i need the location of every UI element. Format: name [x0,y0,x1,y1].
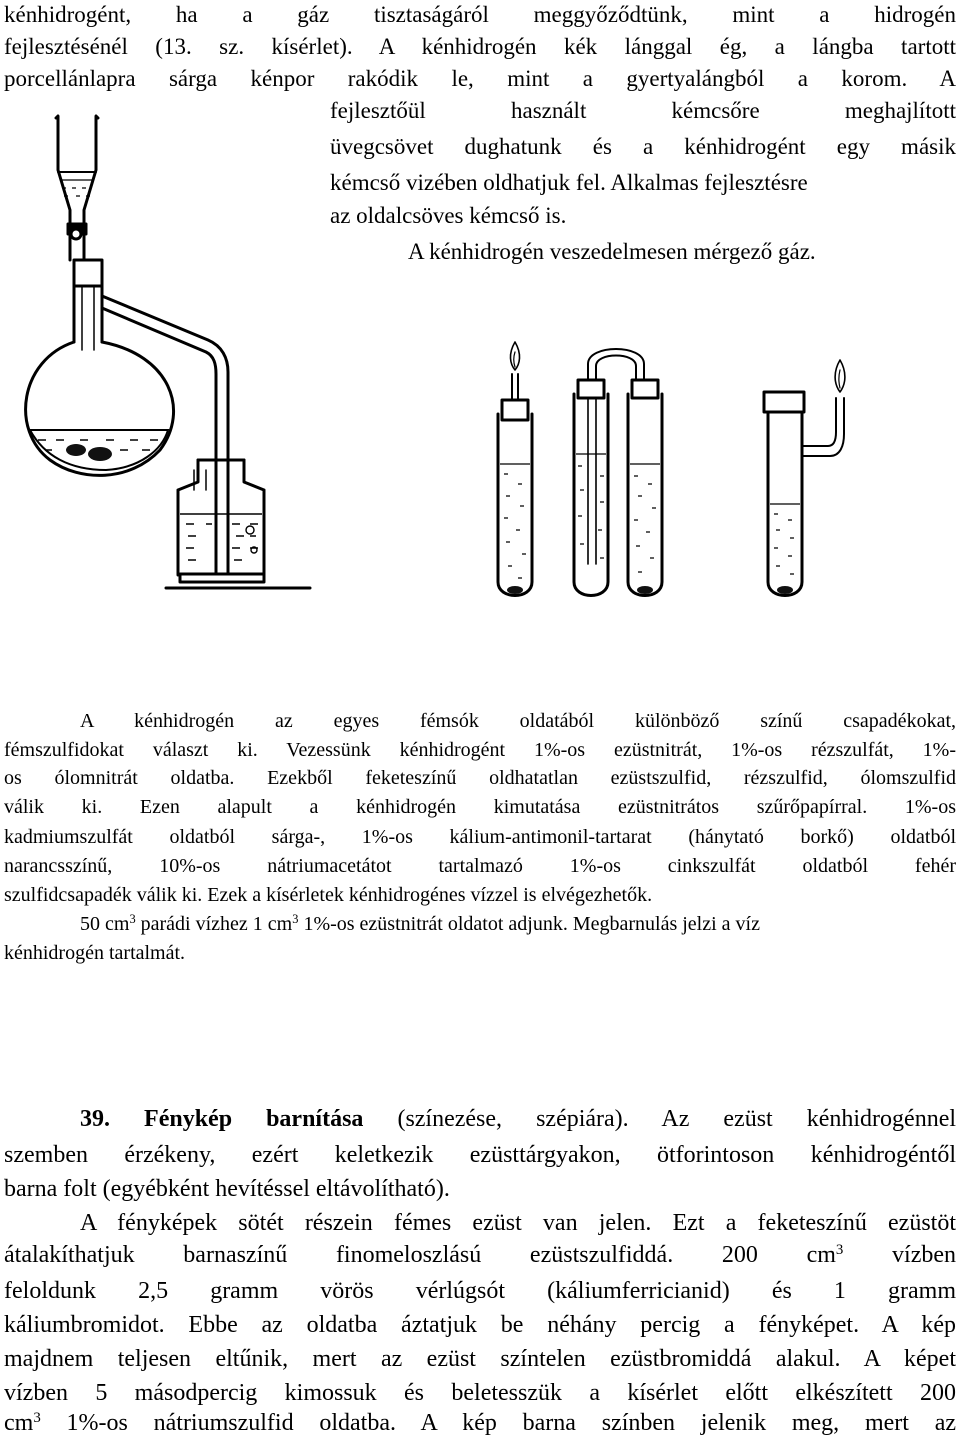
section-subtitle: (színezése, szépiára). [363,1106,629,1132]
text-line: fémszulfidokat választ ki. Vezessünk kénhidrogént 1%-os ezüstnitrát, 1%-os rézszulfát, 1%- [4,739,956,761]
text-line: fejlesztőül használt kémcsőre meghajlított [330,98,956,123]
text-line: káliumbromidot. Ebbe az oldatba áztatjuk be néhány percig a fényképet. A kép [4,1312,956,1338]
section-heading-line [80,1102,956,1136]
text-line: narancsszínű, 10%-os nátriumacetátot tartalmazó 1%-os cinkszulfát oldatból fehér [4,855,956,877]
text-fragment: 1%-os ezüstnitrát oldatot adjunk. Megbarnulás jelzi a víz [298,913,760,935]
text-line: A kénhidrogén veszedelmesen mérgező gáz. [408,239,816,264]
text-line: porcellánlapra sárga kénpor rakódik le, mint a gyertyalángból a korom. A [4,66,956,91]
text-line: szulfidcsapadék válik ki. Ezek a kísérletek kénhidrogénes vízzel is elvégezhetők. [4,884,653,906]
text-line [80,911,960,937]
text-line: barna folt (egyébként hevítéssel eltávolítható). [4,1176,450,1202]
gas-generator-apparatus-illustration [10,110,340,600]
text-line: kadmiumszulfát oldatból sárga-, 1%-os kálium-antimonil-tartarat (hánytató borkő) oldatból [4,826,956,848]
superscript: 3 [33,1409,41,1426]
text-line: vízben 5 másodpercig kimossuk és beletesszük a kísérlet előtt elkészített 200 [4,1380,956,1406]
text-line: szemben érzékeny, ezért keletkezik ezüsttárgyakon, ötforintoson kénhidrogéntől [4,1142,956,1168]
text-fragment: átalakíthatjuk barnaszínű finomeloszlású ezüstszulfiddá. 200 cm [4,1242,836,1268]
text-line: feloldunk 2,5 gramm vörös vérlúgsót (káliumferricianid) és 1 gramm [4,1278,956,1304]
text-line: kénhidrogént, ha a gáz tisztaságáról meggyőződtünk, mint a hidrogén [4,2,956,27]
text-line: üvegcsövet dughatunk és a kénhidrogént egy másik [330,134,956,159]
text-fragment: parádi vízhez 1 cm [135,913,293,935]
text-fragment: cm [4,1410,34,1436]
text-line: az oldalcsöves kémcső is. [330,203,567,228]
text-fragment: 1%-os nátriumszulfid oldatba. A kép barna színben jelenik meg, mert az [40,1410,956,1436]
text-line: fejlesztésénél (13. sz. kísérlet). A kénhidrogén kék lánggal ég, a lángba tartott [4,34,956,59]
text-fragment: 50 cm [80,913,130,935]
text-line [4,1406,956,1440]
text-line: majdnem teljesen eltűnik, mert az ezüst színtelen ezüstbromiddá alakul. A képet [4,1346,956,1372]
superscript: 3 [129,912,136,927]
superscript: 3 [292,912,299,927]
text-line: válik ki. Ezen alapult a kénhidrogén kimutatása ezüstnitrátos szűrőpapírral. 1%-os [4,796,956,818]
text-line: kémcső vizében oldhatjuk fel. Alkalmas fejlesztésre [330,170,808,195]
section-title: Fénykép barnítása [144,1106,364,1132]
text-line [4,1238,956,1272]
text-fragment: vízben [843,1242,956,1268]
superscript: 3 [835,1241,844,1258]
test-tube-setups-illustration [478,334,858,604]
text-line: os ólomnitrát oldatba. Ezekből feketeszínű oldhatatlan ezüstszulfid, rézszulfid, ólomszulfid [4,767,956,789]
text-line: A fényképek sötét részein fémes ezüst van jelen. Ezt a feketeszínű ezüstöt [80,1210,956,1236]
text-fragment: Az ezüst kénhidrogénnel [628,1106,957,1132]
text-line: A kénhidrogén az egyes fémsók oldatából különböző színű csapadékokat, [80,710,956,732]
text-line: kénhidrogén tartalmát. [4,942,186,964]
section-number: 39. [80,1106,110,1132]
